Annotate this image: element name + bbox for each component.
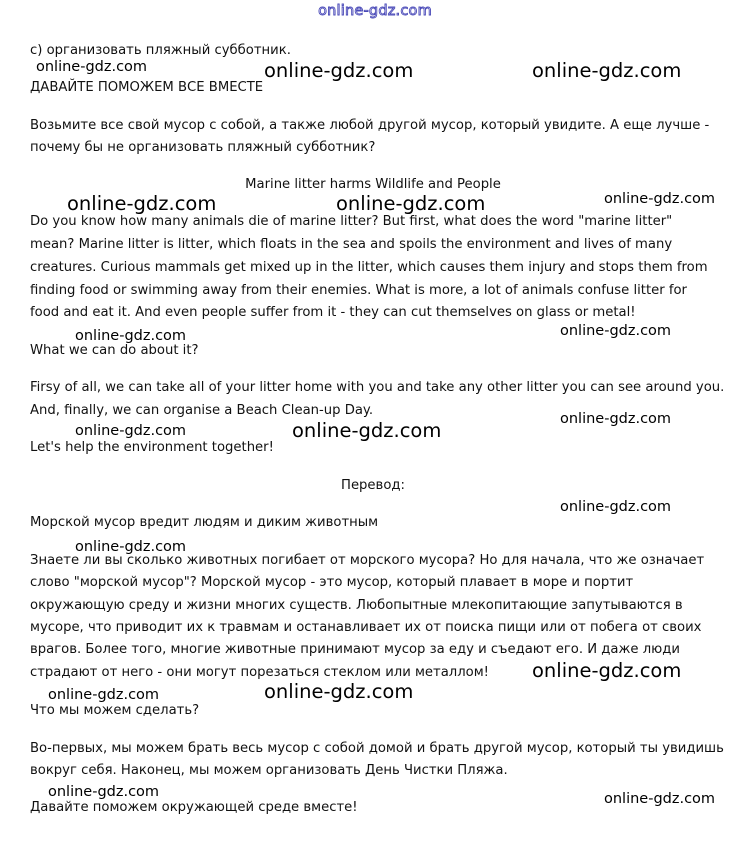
translation-closing: Давайте поможем окружающей среде вместе! xyxy=(30,800,358,815)
english-answer-line: Firsy of all, we can take all of your litter home with you and take any other litter you can see around you. xyxy=(30,380,725,395)
intro-line: почему бы не организовать пляжный субботник? xyxy=(30,140,376,155)
translation-answer-line: вокруг себя. Наконец, мы можем организовать День Чистки Пляжа. xyxy=(30,763,508,778)
english-paragraph-line: food and eat it. And even people suffer from it - they can cut themselves on glass or metal! xyxy=(30,305,636,320)
translation-paragraph-line: окружающую среду и жизни многих существ. Любопытные млекопитающие запутываются в xyxy=(30,598,683,613)
watermark: online-gdz.com xyxy=(336,192,486,215)
watermark: online-gdz.com xyxy=(604,791,716,807)
translation-paragraph-line: страдают от него - они могут порезаться стеклом или металлом! xyxy=(30,665,489,680)
english-paragraph-line: mean? Marine litter is litter, which floats in the sea and spoils the environment and lives of many xyxy=(30,237,673,252)
watermark: online-gdz.com xyxy=(532,659,682,682)
watermark: online-gdz.com xyxy=(560,499,672,515)
translation-paragraph-line: слово "морской мусор"? Морской мусор - это мусор, который плавает в море и портит xyxy=(30,575,634,590)
watermark: online-gdz.com xyxy=(264,59,414,82)
translation-heading: Перевод: xyxy=(341,478,405,493)
site-header-mark: online-gdz.com xyxy=(318,3,432,19)
english-answer-line: And, finally, we can organise a Beach Clean-up Day. xyxy=(30,403,374,418)
translation-paragraph-line: врагов. Более того, многие животные принимают мусор за еду и съедают его. И даже люди xyxy=(30,642,680,657)
english-paragraph-line: Do you know how many animals die of marine litter? But first, what does the word "marine litter" xyxy=(30,214,673,229)
translation-title: Морской мусор вредит людям и диким животным xyxy=(30,515,379,530)
watermark: online-gdz.com xyxy=(560,411,672,427)
task-text: c) организовать пляжный субботник. xyxy=(30,43,291,58)
english-paragraph-line: finding food or swimming away from their enemies. What is more, a lot of animals confuse litter for xyxy=(30,283,687,298)
watermark: online-gdz.com xyxy=(560,323,672,339)
intro-line: Возьмите все свой мусор с собой, а также любой другой мусор, который увидите. А еще лучше - xyxy=(30,118,710,133)
translation-answer-line: Во-первых, мы можем брать весь мусор с собой домой и брать другой мусор, который ты увидишь xyxy=(30,741,724,756)
watermark: online-gdz.com xyxy=(48,784,160,800)
watermark: online-gdz.com xyxy=(292,419,442,442)
english-paragraph-line: creatures. Curious mammals get mixed up in the litter, which causes them injury and stops them from xyxy=(30,260,708,275)
translation-question: Что мы можем сделать? xyxy=(30,703,200,718)
english-question: What we can do about it? xyxy=(30,343,199,358)
english-title: Marine litter harms Wildlife and People xyxy=(245,177,501,192)
translation-paragraph-line: мусоре, что приводит их к травмам и останавливает их от поиска пищи или от побега от своих xyxy=(30,620,702,635)
watermark: online-gdz.com xyxy=(75,539,187,555)
watermark: online-gdz.com xyxy=(75,423,187,439)
watermark: online-gdz.com xyxy=(48,687,160,703)
watermark: online-gdz.com xyxy=(264,680,414,703)
slogan-text: ДАВАЙТЕ ПОМОЖЕМ ВСЕ ВМЕСТЕ xyxy=(30,80,264,95)
watermark: online-gdz.com xyxy=(36,59,148,75)
english-closing: Let's help the environment together! xyxy=(30,440,274,455)
watermark: online-gdz.com xyxy=(604,191,716,207)
watermark: online-gdz.com xyxy=(75,328,187,344)
watermark: online-gdz.com xyxy=(532,59,682,82)
translation-paragraph-line: Знаете ли вы сколько животных погибает от морского мусора? Но для начала, что же означает xyxy=(30,553,705,568)
watermark: online-gdz.com xyxy=(67,192,217,215)
